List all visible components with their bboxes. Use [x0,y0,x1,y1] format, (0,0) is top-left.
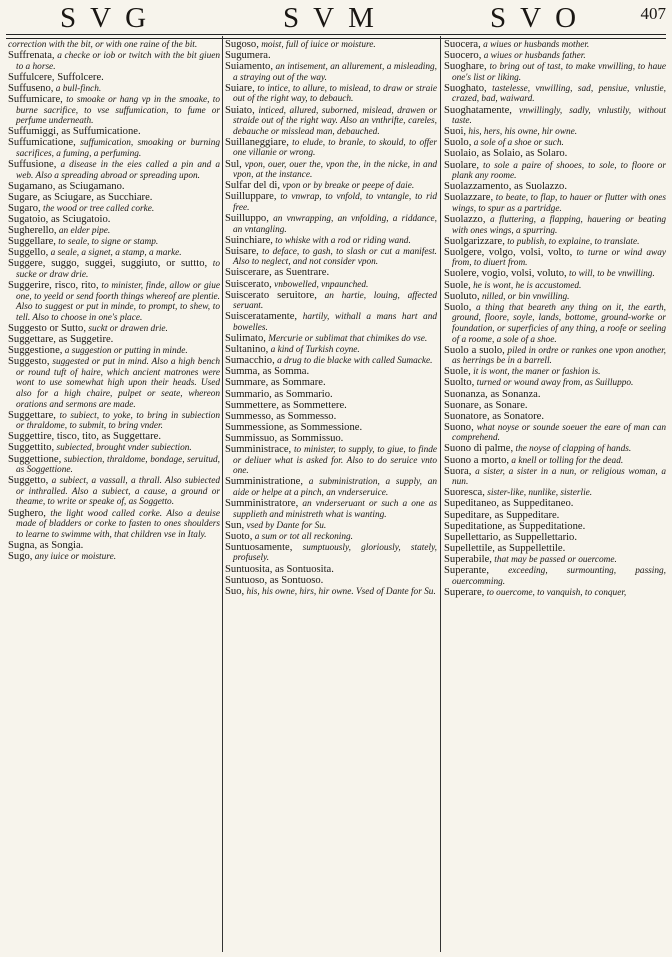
dictionary-entry [8,226,220,237]
dictionary-entry [225,367,437,378]
entry-headword: Suoi, [444,126,467,138]
dictionary-entry [444,499,666,510]
entry-headword: Suole, [444,366,471,378]
dictionary-entry [225,192,437,213]
dictionary-entry [225,291,437,312]
entry-definition: a bull-finch. [55,83,102,94]
entry-definition: a suggestion or putting in minde. [64,346,188,357]
entry-definition: to will, to be vnwilling. [569,269,655,280]
entry-headword: Supellettario, as Suppellettario. [444,531,577,543]
entry-headword: Suolto, [444,377,475,389]
entry-headword: Suisceratamente, [225,311,298,323]
dictionary-entry [444,292,666,303]
dictionary-entry [225,268,437,279]
entry-definition: to beate, to flap, to hauer or flutter with ones wings, to spur as a partridge. [452,193,666,214]
dictionary-entry [225,587,437,598]
dictionary-entry [225,160,437,181]
dictionary-entry [444,237,666,248]
dictionary-entry [225,51,437,62]
entry-headword: Suillaneggiare, [225,136,289,148]
dictionary-entry [8,84,220,95]
dictionary-entry [444,149,666,160]
entry-headword: Superare, [444,586,485,598]
header-guide-left: SVG [60,2,161,34]
entry-definition: it is wont, the maner or fashion is. [473,367,601,378]
dictionary-entry [8,335,220,346]
entry-headword: Sul, [225,158,242,170]
page-number: 407 [640,4,666,23]
entry-headword: Sugoso, [225,40,259,50]
dictionary-entry [8,443,220,454]
entry-headword: Suggetto, [8,475,49,487]
entry-headword: Suggesto or Sutto, [8,322,86,334]
entry-headword: Suggestione, [8,345,63,357]
dictionary-entry [444,346,666,367]
entry-headword: Suolo, [444,137,472,149]
entry-headword: Suggere, suggo, suggei, suggiuto, or suttto, [8,258,208,270]
entry-headword: Suolaio, as Solaio, as Solaro. [444,148,568,160]
entry-headword: Suntuoso, as Sontuoso. [225,574,324,586]
entry-headword: Suoto, [225,530,253,542]
entry-headword: Supellettile, as Suppellettile. [444,542,566,554]
entry-definition: inticed, allured, suborned, mislead, drawen or straide out of the right way. Also an vnthrifte, careles, debauche or misslead man, debauched. [233,105,437,137]
entry-definition: a sum or tot all reckoning. [254,531,354,542]
entry-headword: Suoghare, [444,61,487,73]
dictionary-entry [444,467,666,488]
header-rule [6,34,666,39]
entry-definition: vpon, ouer, ouer the, vpon the, in the nicke, in and vpon, at the instance. [233,159,437,181]
entry-definition: vnbowelled, vnpaunched. [274,279,369,290]
entry-headword: Sumacchio, [225,355,275,367]
dictionary-entry [225,412,437,423]
entry-headword: Suffuseno, [8,82,54,94]
dictionary-entry [444,401,666,412]
entry-headword: Suocero, [444,50,482,62]
entry-headword: Suilluppo, [225,213,269,224]
dictionary-entry [444,106,666,127]
dictionary-entry [444,544,666,555]
entry-definition: a subministration, a supply, an aide or helpe at a pinch, an vnderseruice. [233,477,437,498]
entry-definition: to publish, to explaine, to translate. [507,236,640,247]
entry-headword: Summettere, as Sommettere. [225,399,347,411]
entry-headword: Sugherello, [8,225,57,237]
entry-definition: nilled, or bin vnwilling. [481,291,570,302]
dictionary-entry [444,193,666,214]
entry-definition: any iuice or moisture. [34,551,117,562]
entry-headword: Suolazzare, [444,192,494,204]
dictionary-entry [444,269,666,280]
entry-definition: sumptuously, gloriously, stately, profusely. [233,542,437,564]
entry-definition: an vnderseruant or such a one as supplieth and ministreth what is wanting. [233,498,437,520]
entry-headword: Sumministratore, [225,497,299,509]
entry-headword: Suiamento, [225,61,273,73]
dictionary-entry [8,215,220,226]
entry-headword: Suono di palme, [444,443,514,455]
entry-definition: a subiect, a vassall, a thrall. Also subiected or inthralled. Also a subiect, a cause, a ground or theame, to write or speake of, as Soggetto. [16,476,220,508]
entry-definition: to elude, to branle, to skould, to offer one villanie or wrong. [233,137,437,159]
entry-headword: Suonanza, as Sonanza. [444,388,541,400]
entry-definition: to minister, to supply, to giue, to finde or deliuer what is asked for. Also to do seruice vnto one. [233,444,437,477]
dictionary-entry [8,73,220,84]
dictionary-entry [444,40,666,51]
dictionary-column-middle [225,40,437,952]
entry-headword: Suffulcere, Suffolcere. [8,71,104,83]
entry-headword: Suggellare, [8,236,56,248]
dictionary-entry [444,444,666,455]
entry-headword: Summessione, as Sommessione. [225,421,363,433]
dictionary-entry [225,247,437,268]
dictionary-entry [225,345,437,356]
entry-headword: Suggettare, [8,409,56,421]
dictionary-entry [444,51,666,62]
entry-headword: Superante, [444,565,490,576]
entry-definition: to whiske with a rod or riding wand. [275,235,411,246]
dictionary-entry [225,312,437,333]
entry-headword: Suono a morto, [444,454,510,466]
dictionary-entry [225,390,437,401]
entry-headword: Suoluto, [444,290,480,302]
entry-headword: Suggesto, [8,356,50,368]
dictionary-entry [225,84,437,105]
entry-definition: to ouercome, to vanquish, to conquer, [486,587,627,598]
dictionary-entry [444,555,666,566]
entry-definition: piled in ordre or rankes one vpon another, as herrings be in a barrell. [452,345,666,367]
entry-headword: Supeditare, as Suppeditare. [444,509,560,521]
dictionary-entry [225,532,437,543]
dictionary-entry [444,127,666,138]
dictionary-entry [8,182,220,193]
dictionary-entry [225,236,437,247]
entry-headword: Sughero, [8,507,46,519]
entry-headword: Sun, [225,519,245,531]
entry-headword: Suiscerato seruitore, [225,289,317,301]
entry-definition: suggested or put in mind. Also a high bench or round tuft of haire, which ancient matrones were wont to use somewhat high upon their heads. Used also for a high chaire, pulpet or seate, whereon orations and sermons are made. [16,357,220,410]
entry-headword: Suiare, [225,82,255,94]
entry-definition: an hartie, louing, affected seruant. [233,290,437,312]
entry-definition: to deface, to gash, to slash or cut a manifest. Also to neglect, and not consider vpon. [233,246,437,268]
dictionary-entry [444,412,666,423]
entry-definition: to subiect, to yoke, to bring in subiection or thraldome, to submit, to bring vnder. [16,410,220,432]
entry-definition: the noyse of clapping of hands. [515,444,632,455]
dictionary-entry [8,237,220,248]
dictionary-entry [225,181,437,192]
dictionary-entry [8,51,220,72]
entry-headword: Suolo, [444,301,472,313]
entry-definition: a knell or tolling for the dead. [511,455,624,466]
entry-definition: his, hers, his owne, hir owne. [468,127,578,138]
dictionary-entry [444,488,666,499]
dictionary-entry [225,543,437,564]
dictionary-entry [8,138,220,159]
dictionary-entry [225,356,437,367]
entry-definition: a seale, a signet, a stamp, a marke. [50,248,182,259]
dictionary-column-right [444,40,666,952]
entry-definition: vsed by Dante for Su. [246,520,327,531]
entry-headword: Suolere, vogio, volsi, voluto, [444,268,567,280]
entry-headword: Suggello, [8,247,49,259]
entry-definition: to bring out of tast, to make vnwilling, to haue one's list or liking. [452,62,666,83]
dictionary-entry [8,552,220,563]
entry-headword: Supeditatione, as Suppeditatione. [444,520,586,532]
dictionary-entry [225,499,437,520]
dictionary-entry [8,357,220,410]
entry-headword: Suolazzo, [444,214,486,225]
dictionary-entry [225,565,437,576]
dictionary-entry [8,248,220,259]
entry-headword: Sugamano, as Sciugamano. [8,180,125,192]
column-divider [222,36,223,952]
entry-definition: a wiues or husbands father. [483,51,586,62]
entry-headword: Summissuo, as Sommissuo. [225,432,344,444]
dictionary-entry [8,204,220,215]
entry-headword: Suoresca, [444,487,485,499]
entry-headword: Suffumicatione, [8,137,76,149]
entry-headword: Suolo a suolo, [444,344,505,356]
dictionary-entry [8,476,220,508]
entry-definition: the light wood called corke. Also a deuise made of bladders or corke to fasten to ones shoulders to learne to swimme with, that children vse in Italy. [16,508,220,540]
dictionary-entry [8,193,220,204]
entry-headword: Suo, [225,585,245,597]
entry-headword: Suiato, [225,104,255,116]
entry-headword: Summare, as Sommare. [225,377,326,389]
dictionary-entry [8,281,220,323]
entry-headword: Sulfar del di, [225,180,281,192]
entry-headword: Suggerire, risco, rito, [8,280,99,292]
dictionary-entry [444,566,666,587]
entry-definition: subiected, brought vnder subiection. [56,443,192,454]
entry-headword: Suolare, [444,159,480,171]
entry-headword: Suffusione, [8,159,57,171]
entry-definition: the wood or tree called corke. [43,203,155,214]
entry-definition: to sucke or draw drie. [16,259,220,280]
dictionary-entry [444,522,666,533]
entry-headword: Suonatore, as Sonatore. [444,410,545,422]
entry-definition: suckt or drawen drie. [88,323,168,334]
entry-headword: Sultanino, [225,344,269,356]
entry-definition: moist, full of iuice or moisture. [261,40,376,50]
entry-headword: Suiscerato, [225,278,272,290]
entry-definition: a sister, a sister in a nun, or religious woman, a nun. [452,466,666,488]
entry-headword: Suono, [444,421,474,433]
entry-headword: Suggettire, tisco, tito, as Suggettare. [8,431,161,443]
dictionary-entry [444,423,666,444]
entry-headword: Suolazzamento, as Suolazzo. [444,181,567,193]
dictionary-entry [444,161,666,182]
entry-definition: a sole of a shoe or such. [473,138,564,149]
dictionary-entry [444,215,666,236]
dictionary-entry [444,390,666,401]
entry-definition: what noyse or sounde soeuer the eare of man can comprehend. [452,422,666,444]
entry-definition: a fluttering, a flapping, hauering or beating with ones wings, a spurring. [452,215,666,236]
dictionary-entry [444,533,666,544]
dictionary-entry [444,138,666,149]
entry-definition: an vnwrapping, an vnfolding, a riddance, an vntangling. [233,214,437,235]
entry-headword: Suffrenata, [8,50,55,62]
dictionary-entry [225,138,437,159]
entry-headword: Superabile, [444,553,492,565]
header-guide-center: SVM [283,2,388,34]
dictionary-entry [444,367,666,378]
entry-headword: Sugumera. [225,50,271,62]
entry-headword: Suggettare, as Suggetire. [8,334,114,346]
dictionary-entry [225,334,437,345]
entry-definition: to smoake or hang vp in the smoake, to burne sacrifice, to vse suffumication, to fume or perfume underneath. [16,94,220,127]
dictionary-entry [444,281,666,292]
dictionary-entry [225,214,437,235]
dictionary-entry [444,511,666,522]
dictionary-entry [225,40,437,51]
entry-definition: to seale, to signe or stamp. [58,237,159,248]
dictionary-entry [8,40,220,51]
entry-headword: Suinchiare, [225,234,273,246]
entry-definition: a disease in the eies called a pin and a web. Also a spreading abroad or spreading upon. [16,160,220,181]
entry-headword: Suora, [444,465,472,477]
dictionary-entry [225,521,437,532]
dictionary-entry [225,423,437,434]
entry-headword: Suggettito, [8,442,55,454]
column-divider [440,36,441,952]
dictionary-entry [225,106,437,138]
dictionary-entry [444,303,666,345]
entry-definition: a wiues or husbands mother. [483,40,590,50]
entry-headword: Suntuosita, as Sontuosita. [225,563,334,575]
dictionary-entry [225,280,437,291]
entry-definition: suffumication, smoaking or burning sacrifices, a fuming, a perfuming. [16,138,220,159]
entry-definition: vpon or by breake or peepe of daie. [282,181,415,192]
entry-definition: vnwillingly, sadly, vnlustily, without taste. [452,105,666,127]
entry-definition: exceeding, surmounting, passing, ouercomming. [452,566,666,587]
entry-definition: to sole a paire of shooes, to sole, to floore or plank any roome. [452,160,666,182]
entry-definition: subiection, thraldome, bondage, seruitud, as Soggettione. [16,454,220,476]
dictionary-entry [444,588,666,599]
dictionary-entry [444,84,666,105]
dictionary-column-left [8,40,220,952]
entry-definition: correction with the bit, or with one raine of the bit. [8,40,198,50]
dictionary-entry [225,401,437,412]
entry-definition: his, his owne, hirs, hir owne. Vsed of Dante for Su. [246,586,436,597]
entry-headword: Suffumicare, [8,93,63,105]
dictionary-entry [225,445,437,477]
entry-definition: that may be passed or ouercome. [494,554,617,565]
dictionary-entry [225,576,437,587]
entry-definition: he is wont, he is accustomed. [473,280,582,291]
dictionary-entry [444,378,666,389]
dictionary-entry [8,259,220,280]
dictionary-entry [444,62,666,83]
entry-definition: to turne or wind away from, to diuert from. [452,247,666,269]
dictionary-entry [225,62,437,83]
entry-headword: Summa, as Somma. [225,366,310,378]
entry-headword: Suisare, [225,245,259,257]
dictionary-entry [8,160,220,181]
entry-headword: Suggettione, [8,453,62,465]
entry-headword: Sugna, as Songia. [8,539,84,551]
entry-definition: a drug to die blacke with called Sumacke. [277,356,433,367]
entry-definition: an elder pipe. [58,226,111,237]
entry-definition: turned or wound away from, as Suilluppo. [476,378,634,389]
entry-headword: Suoghato, [444,82,487,94]
entry-definition: a checke or iob or twitch with the bit giuen to a horse. [16,51,220,72]
entry-definition: to minister, finde, allow or giue one, to yeeld or send foorth things whereof are plentie. Also to suggest or put in minde, to prompt, to shew, to tell. Also to choose in one's place. [16,281,220,323]
running-header [0,0,672,36]
entry-headword: Suolgere, volgo, volsi, volto, [444,246,573,258]
entry-definition: to intice, to allure, to mislead, to draw or straie out of the right way, to debauch. [233,83,437,105]
entry-headword: Suffumiggi, as Suffumicatione. [8,126,141,138]
dictionary-entry [8,324,220,335]
dictionary-entry [8,509,220,541]
dictionary-entry [8,411,220,432]
entry-headword: Sumministrace, [225,443,292,455]
dictionary-entry [444,456,666,467]
entry-headword: Sugo, [8,550,33,562]
entry-headword: Suocera, [444,40,481,50]
dictionary-entry [8,95,220,127]
entry-headword: Sugare, as Sciugare, as Succhiare. [8,191,153,203]
dictionary-entry [8,432,220,443]
dictionary-entry [8,127,220,138]
entry-headword: Suonare, as Sonare. [444,399,528,411]
entry-headword: Sugaro, [8,202,41,214]
entry-headword: Sumministratione, [225,476,303,488]
entry-definition: hartily, withall a mans hart and bowelles. [233,312,437,333]
entry-definition: a kind of Turkish coyne. [270,345,360,356]
entry-definition: Mercurie or sublimat that chimikes do vse. [268,334,428,345]
entry-headword: Suiscerare, as Suentrare. [225,267,330,279]
dictionary-entry [8,541,220,552]
entry-headword: Suoghatamente, [444,104,512,116]
dictionary-entry [225,378,437,389]
header-guide-right: SVO [490,2,591,34]
entry-headword: Supeditaneo, as Suppeditaneo. [444,498,574,510]
dictionary-entry [444,182,666,193]
entry-headword: Summesso, as Sommesso. [225,410,337,422]
entry-definition: sister-like, nunlike, sisterlie. [487,488,593,499]
dictionary-entry [225,477,437,498]
entry-headword: Suilluppare, [225,191,277,203]
entry-definition: an intisement, an allurement, a misleading, a straying out of the way. [233,62,437,83]
dictionary-entry [8,455,220,476]
entry-headword: Sulimato, [225,333,266,345]
dictionary-entry [8,346,220,357]
entry-definition: a thing that beareth any thing on it, the earth, ground, floore, soyle, lands, bottome, ground-worke or foundation, or superficies of any thing, a roofe or seeling of a roome, a sole of a shoe. [452,302,666,345]
dictionary-entry [225,434,437,445]
entry-headword: Suntuosamente, [225,541,293,553]
entry-headword: Sugatoio, as Sciugatoio. [8,214,111,225]
dictionary-entry [444,248,666,269]
entry-headword: Summario, as Sommario. [225,388,333,400]
entry-headword: Suole, [444,279,471,291]
entry-definition: to vnwrap, to vnfold, to vntangle, to rid free. [233,192,437,213]
entry-headword: Suolgarizzare, [444,235,505,247]
entry-definition: tastelesse, vnwilling, sad, pensiue, vnlustie, crazed, bad, waiward. [452,83,666,105]
